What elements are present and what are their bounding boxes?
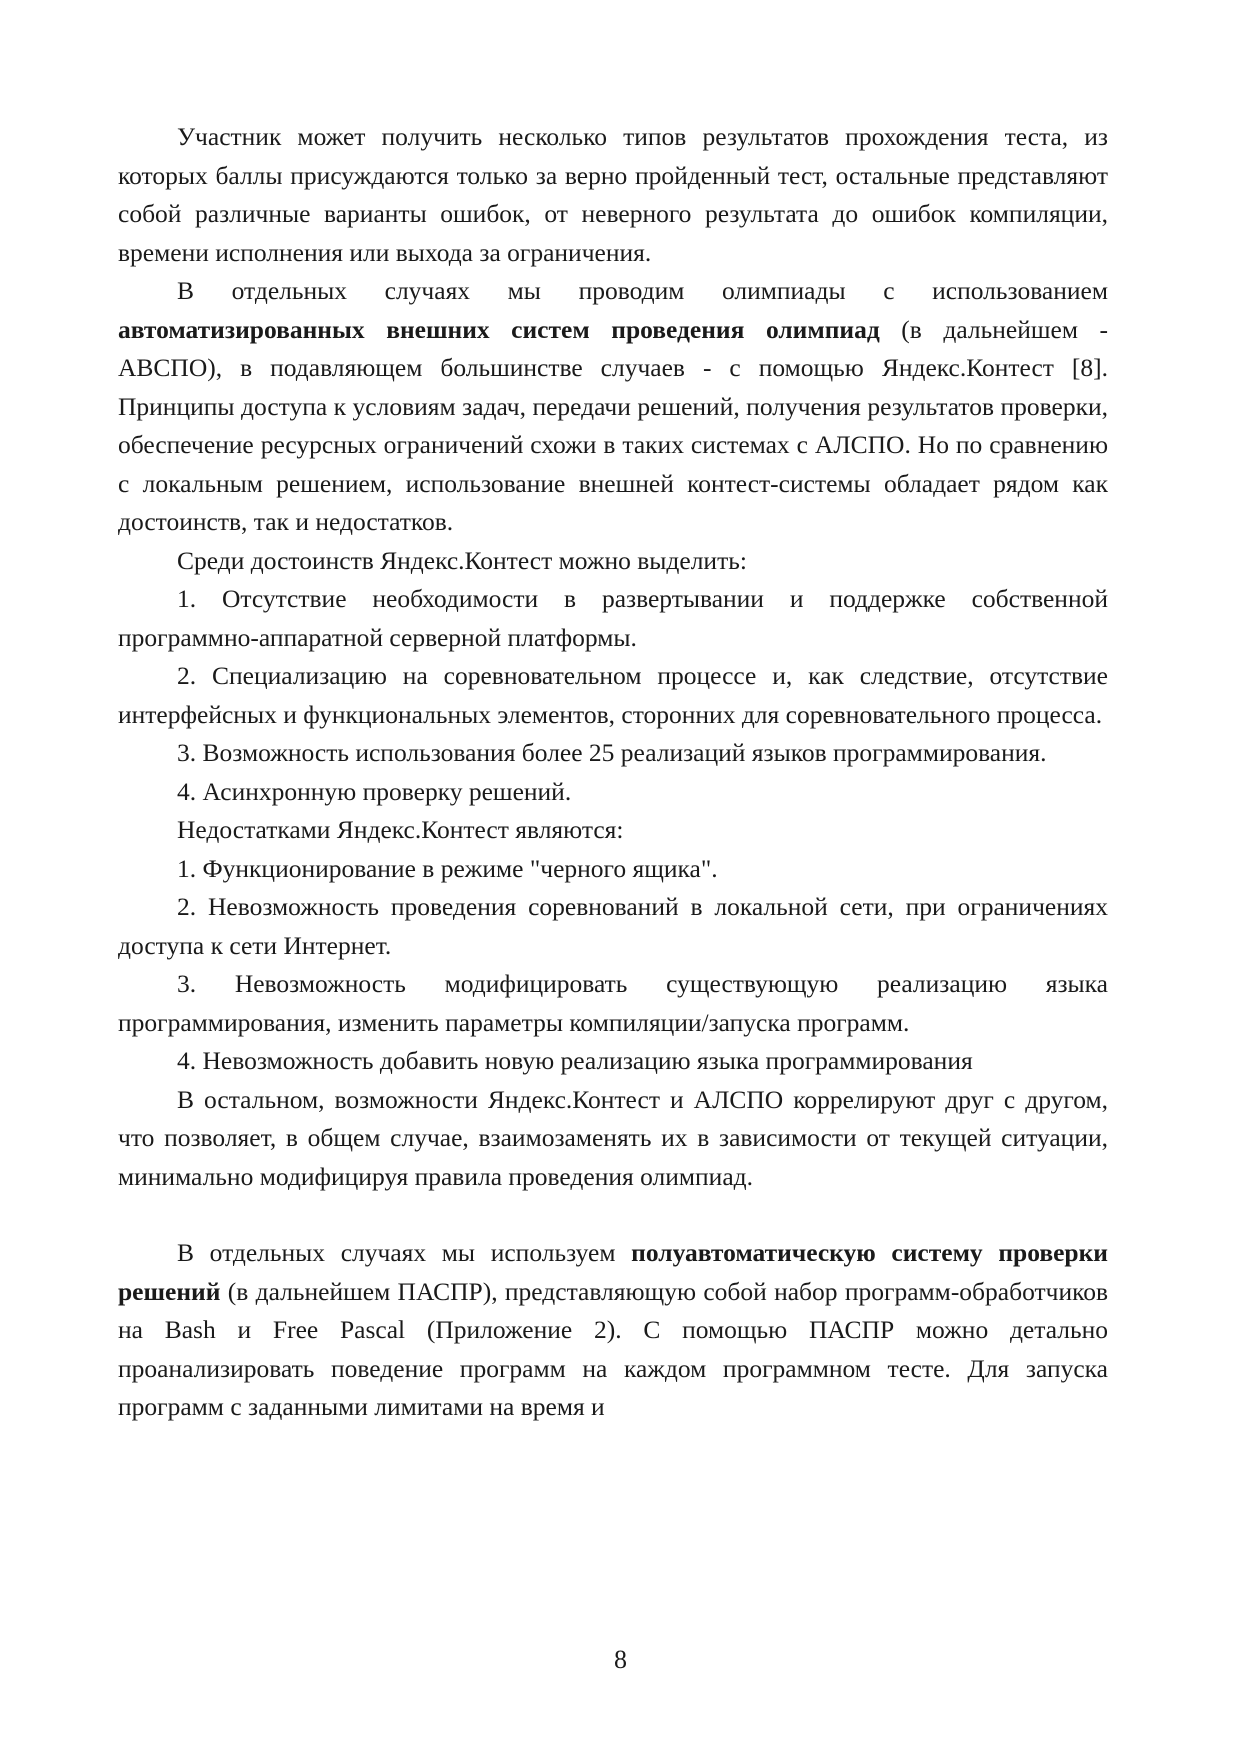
body-text <box>118 118 1108 1427</box>
paragraph-paspr-end: (в дальнейшем ПАСПР), представляющую собой набор программ-обработчиков на Bash и Free Pascal (Приложение 2). С помощью ПАСПР можно детально проанализировать поведение программ на каждом программном тесте. Для запуска программ с заданными лимитами на время и <box>118 1276 1108 1421</box>
advantage-item-1: 1. Отсутствие необходимости в развертывании и поддержке собственной программно-аппаратной серверной платформы. <box>118 584 1108 652</box>
paragraph-avspo-end: (в дальнейшем - АВСПО), в подавляющем большинстве случаев - с помощью Яндекс.Контест [8]. Принципы доступа к условиям задач, передачи решений, получения результатов проверки, обеспечение ресурсных ограничений схожи в таких системах с АЛСПО. Но по сравнению с локальным решением, использование внешней контест-системы обладает рядом как достоинств, так и недостатков. <box>118 314 1108 536</box>
paragraph-paspr-start: В отдельных случаях мы используем <box>177 1238 632 1267</box>
disadvantage-item-1: 1. Функционирование в режиме "черного ящика". <box>177 853 718 883</box>
paragraph-paspr <box>118 1234 1108 1427</box>
disadvantage-item-2: 2. Невозможность проведения соревнований в локальной сети, при ограничениях доступа к сети Интернет. <box>118 892 1108 960</box>
paragraph-avspo <box>118 272 1108 542</box>
advantage-item-2: 2. Специализацию на соревновательном процессе и, как следствие, отсутствие интерфейсных и функциональных элементов, сторонних для соревновательного процесса. <box>118 661 1108 729</box>
paragraph-advantages-intro: Среди достоинств Яндекс.Контест можно выделить: <box>177 545 747 575</box>
advantage-item-3: 3. Возможность использования более 25 реализаций языков программирования. <box>177 738 1047 767</box>
term-avspo: автоматизированных внешних систем проведения олимпиад <box>118 314 880 344</box>
page-number: 8 <box>614 1645 627 1674</box>
advantage-item-4: 4. Асинхронную проверку решений. <box>177 776 572 806</box>
paragraph-disadvantages-intro: Недостатками Яндекс.Контест являются: <box>177 815 624 844</box>
disadvantage-item-3: 3. Невозможность модифицировать существующую реализацию языка программирования, изменить параметры компиляции/запуска программ. <box>118 969 1108 1037</box>
term-paspr: полуавтоматическую систему проверки решений <box>118 1238 1108 1306</box>
disadvantage-item-4: 4. Невозможность добавить новую реализацию языка программирования <box>177 1046 973 1075</box>
paragraph-results: Участник может получить несколько типов результатов прохождения теста, из которых баллы присуждаются только за верно пройденный тест, остальные представляют собой различные варианты ошибок, от неверного результата до ошибок компиляции, времени исполнения или выхода за ограничения. <box>118 122 1108 267</box>
paragraph-conclusion: В остальном, возможности Яндекс.Контест и АЛСПО коррелируют друг с другом, что позволяет, в общем случае, взаимозаменять их в зависимости от текущей ситуации, минимально модифицируя правила проведения олимпиад. <box>118 1084 1108 1191</box>
paragraph-avspo-start: В отдельных случаях мы проводим олимпиады с использованием <box>177 276 1108 305</box>
